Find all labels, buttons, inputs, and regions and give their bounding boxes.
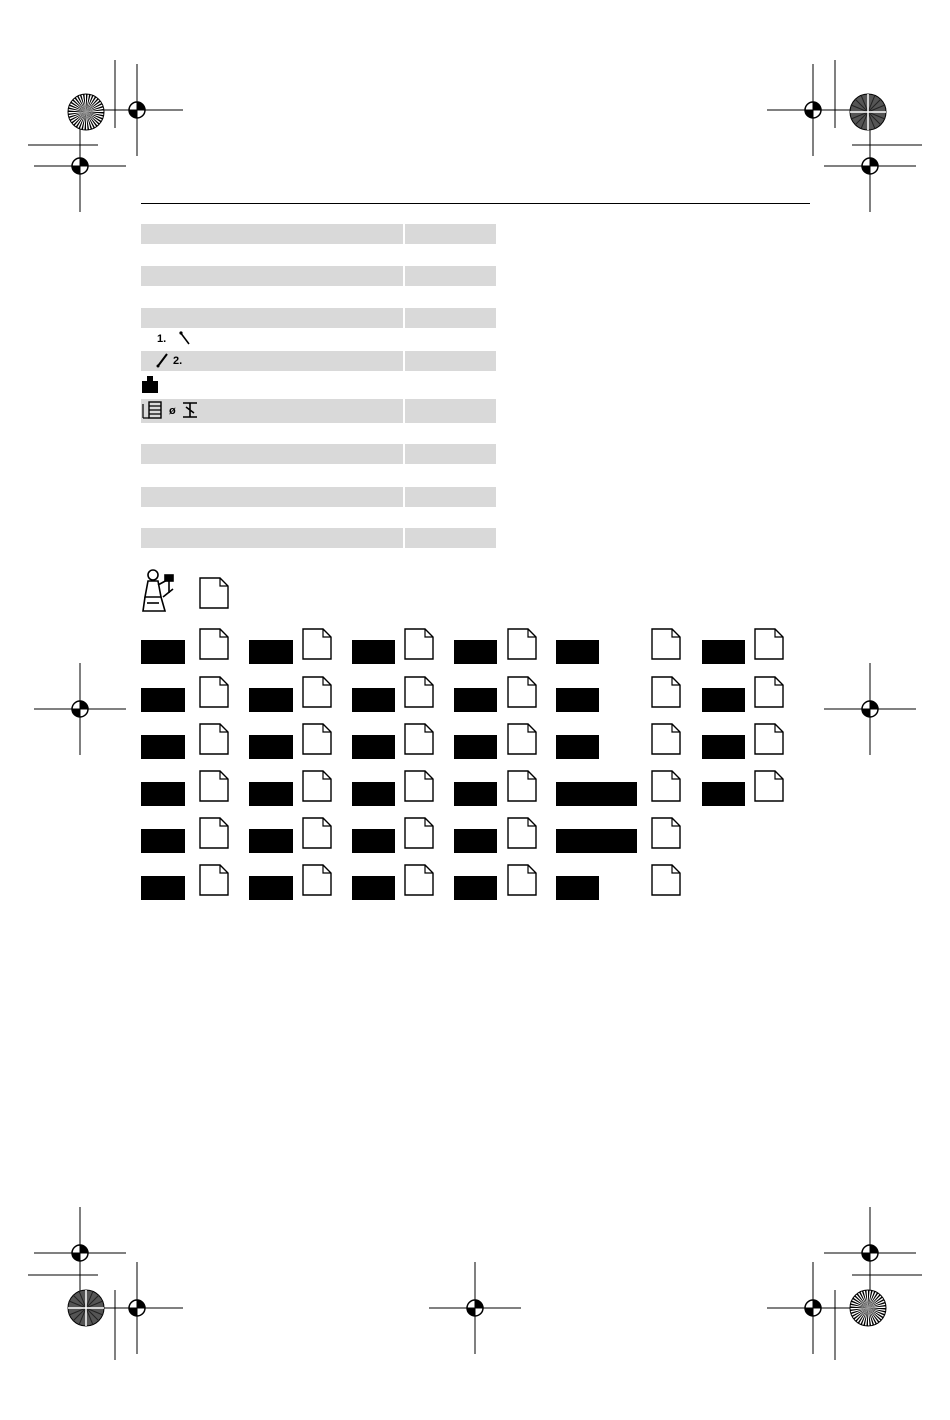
- spec-row: [141, 375, 496, 395]
- document-page-icon: [404, 628, 434, 660]
- drill-diameter-icon: [141, 400, 165, 423]
- redacted-language-label: [352, 640, 395, 664]
- document-page-icon: [507, 770, 537, 802]
- document-page-icon: [302, 723, 332, 755]
- spec-row-symbol: [141, 375, 159, 395]
- screwdriver-step-2-icon: [155, 352, 169, 371]
- operator-with-drill-icon: [139, 567, 175, 615]
- document-page-icon: [651, 817, 681, 849]
- spec-row: [141, 266, 496, 286]
- registration-target-icon: [429, 1262, 521, 1354]
- document-page-icon: [199, 577, 229, 609]
- redacted-language-label: [249, 640, 293, 664]
- document-page-icon: [651, 770, 681, 802]
- spec-row-symbol: [155, 351, 182, 371]
- document-page-icon: [404, 676, 434, 708]
- gray-scale-target-icon: [850, 94, 886, 130]
- redacted-language-label: [249, 782, 293, 806]
- document-page-icon: [507, 817, 537, 849]
- redacted-language-label: [556, 688, 599, 712]
- document-page-icon: [302, 817, 332, 849]
- redacted-language-label: [249, 688, 293, 712]
- registration-target-icon: [824, 1207, 916, 1299]
- registration-target-icon: [91, 1262, 183, 1354]
- document-page-icon: [199, 864, 229, 896]
- redacted-language-label: [556, 829, 637, 853]
- screwdriver-step-1-icon: [170, 330, 192, 349]
- redacted-language-label: [352, 782, 395, 806]
- gray-scale-target-icon: [68, 1290, 104, 1326]
- document-page-icon: [754, 628, 784, 660]
- header-rule: [141, 203, 810, 204]
- document-page-icon: [651, 676, 681, 708]
- document-page-icon: [404, 770, 434, 802]
- registration-target-icon: [767, 64, 859, 156]
- document-page-icon: [302, 676, 332, 708]
- redacted-language-label: [556, 640, 599, 664]
- starburst-target-icon: [850, 1290, 886, 1326]
- redacted-language-label: [454, 782, 497, 806]
- spec-row: [141, 329, 496, 349]
- redacted-language-label: [702, 735, 745, 759]
- spec-row-symbol: [141, 399, 200, 423]
- column-divider: [403, 224, 405, 244]
- column-divider: [403, 487, 405, 507]
- redacted-language-label: [556, 735, 599, 759]
- document-page-icon: [754, 676, 784, 708]
- document-page-icon: [404, 864, 434, 896]
- column-divider: [403, 444, 405, 464]
- registration-target-icon: [767, 1262, 859, 1354]
- registration-target-icon: [34, 1207, 126, 1299]
- redacted-language-label: [141, 782, 185, 806]
- document-page-icon: [651, 864, 681, 896]
- document-page-icon: [199, 676, 229, 708]
- registration-target-icon: [34, 120, 126, 212]
- redacted-language-label: [702, 782, 745, 806]
- redacted-language-label: [141, 688, 185, 712]
- document-page-icon: [199, 817, 229, 849]
- redacted-language-label: [454, 688, 497, 712]
- document-page-icon: [199, 723, 229, 755]
- redacted-language-label: [141, 640, 185, 664]
- redacted-language-label: [454, 735, 497, 759]
- redacted-language-label: [141, 829, 185, 853]
- document-page-icon: [404, 723, 434, 755]
- column-divider: [403, 266, 405, 286]
- redacted-language-label: [249, 829, 293, 853]
- spec-row: [141, 224, 496, 244]
- document-page-icon: [754, 770, 784, 802]
- spec-row-symbol-label: 2.: [173, 355, 183, 367]
- document-page-icon: [199, 770, 229, 802]
- spec-row: [141, 351, 496, 371]
- document-page-icon: [507, 864, 537, 896]
- redacted-language-label: [249, 876, 293, 900]
- registration-target-icon: [824, 120, 916, 212]
- redacted-language-label: [141, 735, 185, 759]
- document-page-icon: [507, 676, 537, 708]
- redacted-language-label: [454, 829, 497, 853]
- document-page-icon: [302, 864, 332, 896]
- document-page-icon: [199, 628, 229, 660]
- weight-icon: [141, 375, 159, 396]
- document-page-icon: [404, 817, 434, 849]
- spec-row: [141, 308, 496, 328]
- column-divider: [403, 399, 405, 423]
- document-page-icon: [302, 628, 332, 660]
- redacted-language-label: [141, 876, 185, 900]
- column-divider: [403, 351, 405, 371]
- redacted-language-label: [556, 876, 599, 900]
- spec-row: [141, 444, 496, 464]
- registration-target-icon: [91, 64, 183, 156]
- redacted-language-label: [352, 829, 395, 853]
- column-divider: [403, 528, 405, 548]
- document-page-icon: [302, 770, 332, 802]
- redacted-language-label: [454, 876, 497, 900]
- redacted-language-label: [702, 640, 745, 664]
- document-page-icon: [507, 628, 537, 660]
- spec-row: [141, 399, 496, 423]
- document-page-icon: [651, 628, 681, 660]
- column-divider: [403, 308, 405, 328]
- registration-target-icon: [34, 663, 126, 755]
- document-page-icon: [651, 723, 681, 755]
- spec-row: [141, 528, 496, 548]
- document-page-icon: [754, 723, 784, 755]
- steel-beam-icon: [180, 400, 200, 423]
- redacted-language-label: [249, 735, 293, 759]
- spec-row: [141, 487, 496, 507]
- redacted-language-label: [556, 782, 637, 806]
- spec-row-symbol-label: 1.: [157, 333, 167, 345]
- starburst-target-icon: [68, 94, 104, 130]
- redacted-language-label: [454, 640, 497, 664]
- registration-target-icon: [824, 663, 916, 755]
- document-page-icon: [507, 723, 537, 755]
- redacted-language-label: [702, 688, 745, 712]
- redacted-language-label: [352, 876, 395, 900]
- spec-row-symbol: [157, 329, 192, 349]
- redacted-language-label: [352, 688, 395, 712]
- redacted-language-label: [352, 735, 395, 759]
- spec-row-symbol-label: ø: [169, 405, 176, 417]
